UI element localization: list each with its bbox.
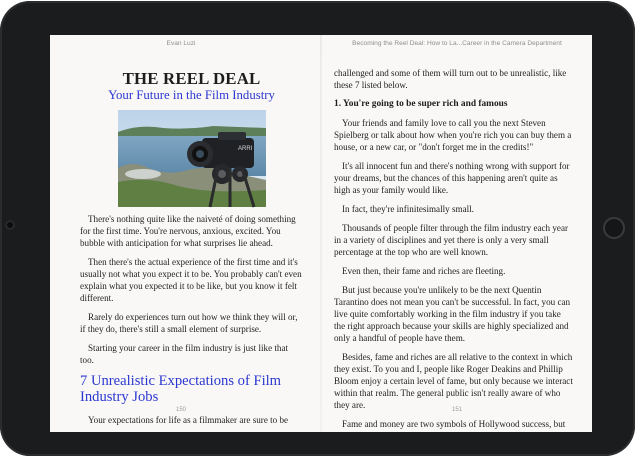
running-head-book-title: Becoming the Reel Deal: How to La...Career in the Camera Department xyxy=(352,40,562,47)
page-number-left: 150 xyxy=(175,407,186,413)
page-gutter xyxy=(320,35,322,432)
body-paragraph: Fame and money are two symbols of Hollywood success, but don't expect them to be yours automatically because you xyxy=(334,419,566,441)
page-number-right: 151 xyxy=(451,407,462,413)
body-paragraph: Even then, their fame and riches are fleeting. xyxy=(342,266,506,276)
left-page[interactable] xyxy=(80,65,303,433)
chapter-heading: 7 Unrealistic Expectations of Film Industry Jobs xyxy=(80,373,282,405)
section-heading: 1. You're going to be super rich and famous xyxy=(334,99,508,109)
body-paragraph: It's all innocent fun and there's nothing wrong with support for your dreams, but the chances of this happening aren't quite as high as your family would like. xyxy=(334,161,570,195)
body-paragraph: Then there's the actual experience of the first time and it's usually not what you expect it to be. You probably can't even explain what you expected it to be like, but you know it felt different. xyxy=(80,257,302,303)
right-page[interactable] xyxy=(334,67,574,449)
body-paragraph: Thousands of people filter through the film industry each year in a variety of disciplines and yet there is only a very small percentage at the top who are well known. xyxy=(334,223,569,257)
body-paragraph: Besides, fame and riches are all relative to the context in which they exist. To you and I, people like Roger Deakins and Phillip Bloom enjoy a certain level of fame, but only because we interact within that realm. The general public isn't really aware of who they are. xyxy=(334,352,573,410)
body-paragraph: But just because you're unlikely to be the next Quentin Tarantino does not mean you can't be successful. In fact, you can live quite comfortably working in the film industry if you take the right approach because your skills are highly specialized and only a handful of people have them. xyxy=(334,285,571,343)
running-head-author: Evan Luzi xyxy=(166,40,196,47)
home-button[interactable] xyxy=(603,217,625,239)
tablet-device xyxy=(0,1,635,456)
front-camera-icon xyxy=(5,220,15,230)
body-paragraph: Starting your career in the film industry is just like that too. xyxy=(80,343,289,365)
body-paragraph: In fact, they're infinitesimally small. xyxy=(342,204,474,214)
ebook-reader-screen[interactable] xyxy=(50,35,592,441)
book-title: THE REEL DEAL xyxy=(122,69,261,88)
film-camera-photo xyxy=(118,110,266,207)
body-paragraph: Your expectations for life as a filmmaker are sure to be xyxy=(88,415,289,425)
book-subtitle: Your Future in the Film Industry xyxy=(108,88,275,102)
body-paragraph: There's nothing quite like the naiveté of doing something for the first time. You're nervous, anxious, excited. You bubble with anticipation for what surprises lie ahead. xyxy=(80,214,296,248)
body-paragraph: challenged and some of them will turn out to be unrealistic, like these 7 listed below. xyxy=(334,68,567,90)
svg-text:ARRI: ARRI xyxy=(237,146,252,152)
body-paragraph: Rarely do experiences turn out how we think they will or, if they do, there's still a small element of surprise. xyxy=(80,312,298,334)
body-paragraph: Your friends and family love to call you the next Steven Spielberg or talk about how when you're rich you can buy them a house, or a new car, or "don't forget me in the credits!" xyxy=(334,118,572,152)
